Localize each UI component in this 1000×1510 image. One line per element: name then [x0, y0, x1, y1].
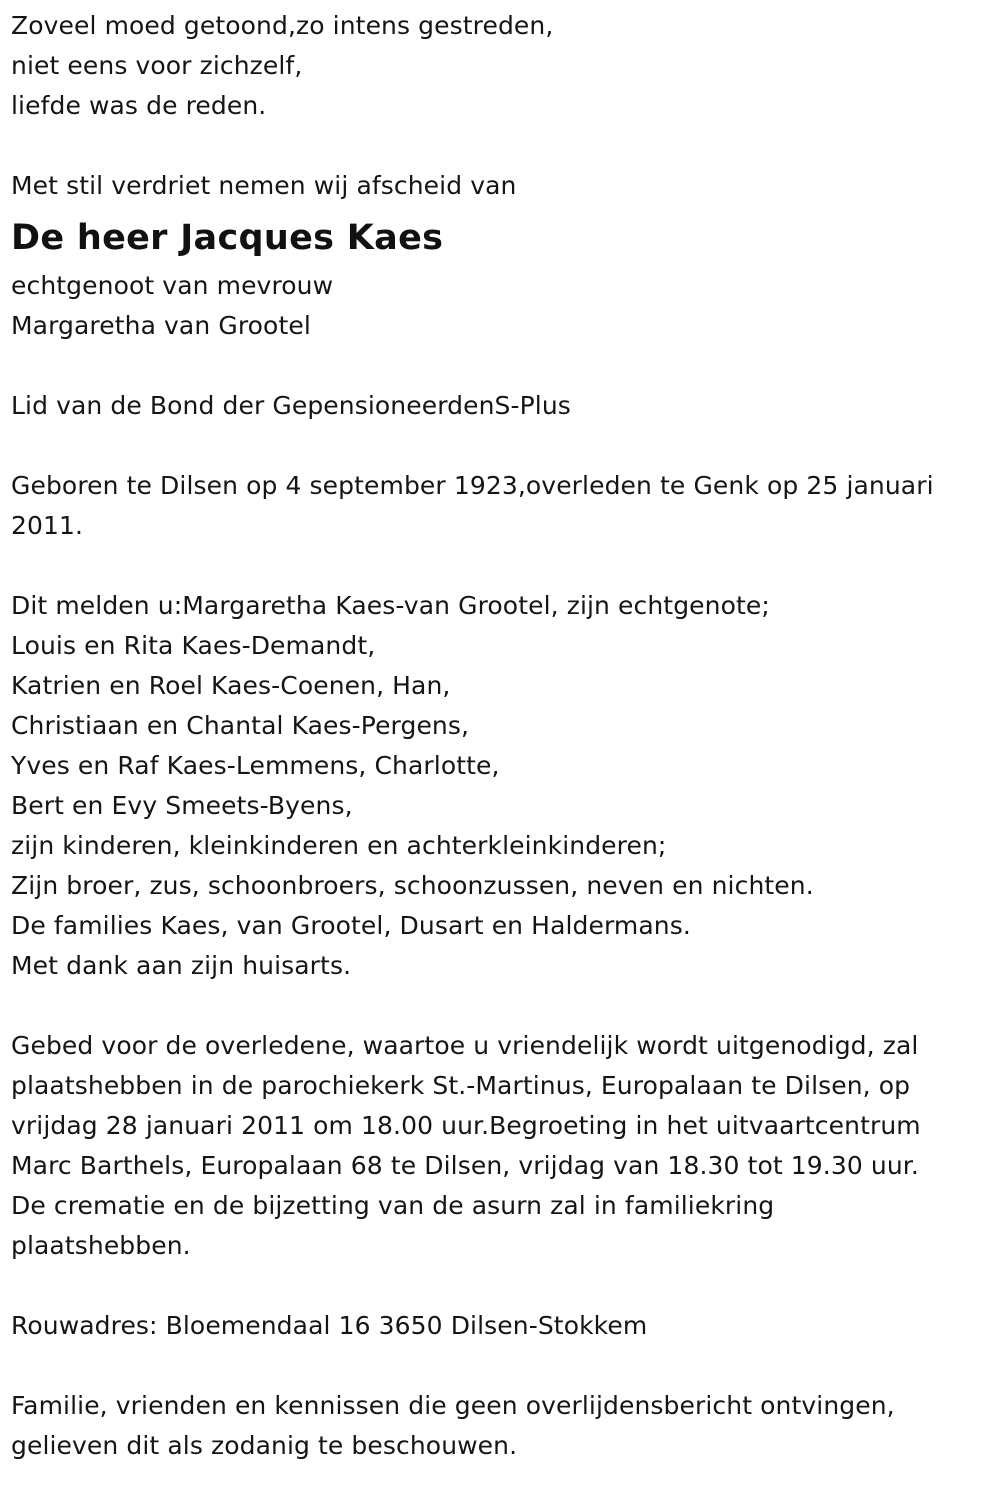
ceremony-line: De crematie en de bijzetting van de asurn zal in familiekring — [11, 1191, 775, 1220]
spacer — [11, 1266, 991, 1306]
announcer-line: Met dank aan zijn huisarts. — [11, 951, 352, 980]
spouse-line: echtgenoot van mevrouw — [11, 271, 334, 300]
ceremony-info — [11, 1026, 991, 1266]
spouse-info — [11, 266, 991, 346]
ceremony-line: Marc Barthels, Europalaan 68 te Dilsen, vrijdag van 18.30 tot 19.30 uur. — [11, 1151, 919, 1180]
announcer-line: De families Kaes, van Grootel, Dusart en Haldermans. — [11, 911, 691, 940]
membership-text: Lid van de Bond der GepensioneerdenS-Plus — [11, 391, 571, 420]
poem — [11, 6, 991, 126]
poem-line: Zoveel moed getoond,zo intens gestreden, — [11, 11, 554, 40]
spacer — [11, 1346, 991, 1386]
ceremony-line: Gebed voor de overledene, waartoe u vriendelijk wordt uitgenodigd, zal — [11, 1031, 919, 1060]
poem-line: niet eens voor zichzelf, — [11, 51, 303, 80]
announcer-line: Bert en Evy Smeets-Byens, — [11, 791, 353, 820]
dates-line: Geboren te Dilsen op 4 september 1923,overleden te Genk op 25 januari — [11, 471, 934, 500]
announcer-line: Zijn broer, zus, schoonbroers, schoonzussen, neven en nichten. — [11, 871, 814, 900]
spacer — [11, 546, 991, 586]
announcer-line: Yves en Raf Kaes-Lemmens, Charlotte, — [11, 751, 500, 780]
spacer — [11, 346, 991, 386]
life-dates — [11, 466, 991, 546]
ceremony-line: vrijdag 28 januari 2011 om 18.00 uur.Begroeting in het uitvaartcentrum — [11, 1111, 921, 1140]
spacer — [11, 986, 991, 1026]
announcer-line: Katrien en Roel Kaes-Coenen, Han, — [11, 671, 451, 700]
closing-note — [11, 1386, 991, 1466]
ceremony-line: plaatshebben in de parochiekerk St.-Martinus, Europalaan te Dilsen, op — [11, 1071, 911, 1100]
ceremony-line: plaatshebben. — [11, 1231, 191, 1260]
announcers-list — [11, 586, 991, 986]
closing-line: Familie, vrienden en kennissen die geen overlijdensbericht ontvingen, — [11, 1391, 895, 1420]
announcer-line: zijn kinderen, kleinkinderen en achterkleinkinderen; — [11, 831, 667, 860]
spacer — [11, 426, 991, 466]
intro-text: Met stil verdriet nemen wij afscheid van — [11, 171, 517, 200]
spacer — [11, 126, 991, 166]
poem-line: liefde was de reden. — [11, 91, 267, 120]
announcer-line: Christiaan en Chantal Kaes-Pergens, — [11, 711, 470, 740]
dates-line: 2011. — [11, 511, 84, 540]
spouse-line: Margaretha van Grootel — [11, 311, 311, 340]
announcer-line: Dit melden u:Margaretha Kaes-van Grootel, zijn echtgenote; — [11, 591, 770, 620]
closing-line: gelieven dit als zodanig te beschouwen. — [11, 1431, 518, 1460]
obituary-notice — [11, 6, 991, 1466]
mourning-address: Rouwadres: Bloemendaal 16 3650 Dilsen-Stokkem — [11, 1311, 648, 1340]
deceased-name: De heer Jacques Kaes — [11, 218, 444, 258]
announcer-line: Louis en Rita Kaes-Demandt, — [11, 631, 376, 660]
